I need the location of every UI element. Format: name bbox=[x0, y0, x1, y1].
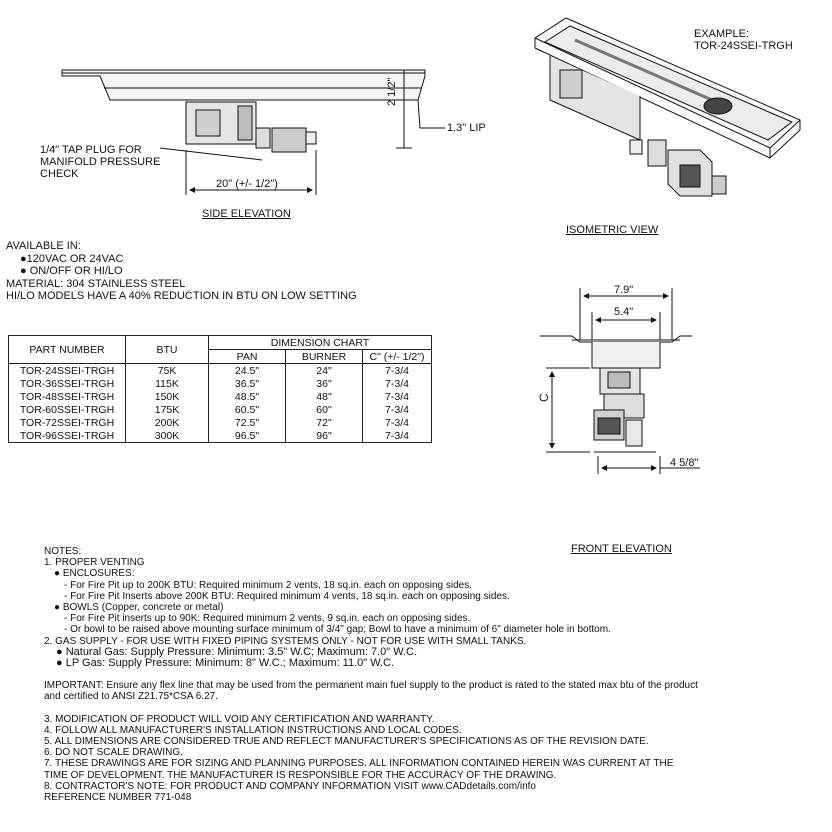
front-c-dimension: C bbox=[537, 393, 551, 402]
notes-line: ● LP Gas: Supply Pressure: Minimum: 8" W.C.; Maximum: 11.0" W.C. bbox=[56, 657, 395, 670]
notes-line: ● ENCLOSURES: bbox=[54, 568, 135, 580]
notes-spacer bbox=[44, 703, 698, 714]
cell-btu: 150K bbox=[126, 390, 209, 403]
side-elevation-title: SIDE ELEVATION bbox=[202, 208, 291, 220]
table-row bbox=[9, 429, 432, 443]
notes-line: NOTES: bbox=[44, 546, 82, 557]
table-row bbox=[9, 390, 432, 403]
notes-line: and certified to ANSI Z21.75*CSA 6.27. bbox=[44, 691, 218, 703]
table-row bbox=[9, 416, 432, 429]
notes-spacer bbox=[44, 669, 698, 680]
cell-c: 7-3/4 bbox=[363, 364, 432, 378]
col-btu: BTU bbox=[126, 336, 209, 364]
cell-c: 7-3/4 bbox=[363, 416, 432, 429]
cell-btu: 200K bbox=[126, 416, 209, 429]
tap-plug-note-line: MANIFOLD PRESSURE bbox=[40, 156, 161, 168]
notes-line: 3. MODIFICATION OF PRODUCT WILL VOID ANY CERTIFICATION AND WARRANTY. bbox=[44, 713, 435, 725]
cell-burner: 96" bbox=[286, 429, 363, 443]
table-row bbox=[9, 377, 432, 390]
notes-line: - For Fire Pit Inserts above 200K BTU: Required minimum 4 vents, 18 sq.in. each on opposing sides. bbox=[64, 590, 510, 602]
cell-c: 7-3/4 bbox=[363, 377, 432, 390]
cell-pan: 48.5" bbox=[209, 390, 286, 403]
col-pan: PAN bbox=[209, 350, 286, 364]
cell-btu: 115K bbox=[126, 377, 209, 390]
example-label: EXAMPLE: bbox=[694, 28, 750, 40]
front-elevation-title: FRONT ELEVATION bbox=[571, 543, 672, 555]
notes-line: 7. THESE DRAWINGS ARE FOR SIZING AND PLANNING PURPOSES. ALL INFORMATION CONTAINED HEREIN WAS CURRENT AT THE bbox=[44, 758, 674, 770]
side-height-dimension: 2 1/2" bbox=[386, 77, 398, 106]
front-outer-width-dimension: 7.9" bbox=[614, 284, 634, 296]
cell-pan: 36.5" bbox=[209, 377, 286, 390]
cell-part: TOR-48SSEI-TRGH bbox=[9, 390, 126, 403]
availability-control: ● ON/OFF OR HI/LO bbox=[20, 265, 123, 278]
notes-line: TIME OF DEVELOPMENT. THE MANUFACTURER IS RESPONSIBLE FOR THE ACCURACY OF THE DRAWING. bbox=[44, 769, 557, 781]
notes-line: 6. DO NOT SCALE DRAWING. bbox=[44, 747, 183, 759]
availability-block bbox=[6, 240, 357, 303]
notes-line: 4. FOLLOW ALL MANUFACTURER'S INSTALLATION INSTRUCTIONS AND LOCAL CODES. bbox=[44, 724, 462, 736]
cell-pan: 72.5" bbox=[209, 416, 286, 429]
dimension-chart-table bbox=[8, 335, 432, 443]
notes-line: REFERENCE NUMBER 771-048 bbox=[44, 792, 192, 804]
notes-line: - For Fire Pit inserts up to 90K: Required minimum 2 vents, 9 sq.in. each on opposing sides. bbox=[64, 613, 471, 625]
cell-pan: 24.5" bbox=[209, 364, 286, 378]
cell-c: 7-3/4 bbox=[363, 429, 432, 443]
cell-c: 7-3/4 bbox=[363, 403, 432, 416]
tap-plug-note-line: 1/4" TAP PLUG FOR bbox=[40, 144, 142, 156]
cell-btu: 300K bbox=[126, 429, 209, 443]
cell-part: TOR-60SSEI-TRGH bbox=[9, 403, 126, 416]
cell-burner: 60" bbox=[286, 403, 363, 416]
cell-btu: 175K bbox=[126, 403, 209, 416]
table-row bbox=[9, 364, 432, 378]
cell-burner: 36" bbox=[286, 377, 363, 390]
col-burner: BURNER bbox=[286, 350, 363, 364]
notes-line: 2. GAS SUPPLY - FOR USE WITH FIXED PIPING SYSTEMS ONLY - NOT FOR USE WITH SMALL TANKS. bbox=[44, 635, 527, 647]
side-width-dimension: 20" (+/- 1/2") bbox=[216, 178, 278, 190]
lip-dimension: 1.3" LIP bbox=[447, 122, 486, 134]
col-c: C" (+/- 1/2") bbox=[363, 350, 432, 364]
notes-block bbox=[44, 546, 698, 803]
front-inner-width-dimension: 5.4" bbox=[614, 306, 634, 318]
cell-part: TOR-96SSEI-TRGH bbox=[9, 429, 126, 443]
notes-line: IMPORTANT: Ensure any flex line that may be used from the permanent main fuel supply to the product is rated to the stated max btu of the product bbox=[44, 680, 698, 692]
cell-btu: 75K bbox=[126, 364, 209, 378]
notes-line: 1. PROPER VENTING bbox=[44, 557, 145, 569]
notes-line: 5. ALL DIMENSIONS ARE CONSIDERED TRUE AND REFLECT MANUFACTURER'S SPECIFICATIONS AS OF THE REVISION DATE. bbox=[44, 736, 649, 748]
notes-line: - For Fire Pit up to 200K BTU: Required minimum 2 vents, 18 sq.in. each on opposing sides. bbox=[64, 579, 472, 591]
example-model: TOR-24SSEI-TRGH bbox=[694, 40, 793, 52]
availability-heading: AVAILABLE IN: bbox=[6, 240, 81, 252]
cell-burner: 48" bbox=[286, 390, 363, 403]
notes-line: - Or bowl to be raised above mounting surface minimum of 3/4" gap; Bowl to have a minimum of 6" diameter hole in bottom. bbox=[64, 624, 611, 636]
isometric-view-title: ISOMETRIC VIEW bbox=[566, 224, 659, 236]
cell-part: TOR-24SSEI-TRGH bbox=[9, 364, 126, 378]
hilo-note: HI/LO MODELS HAVE A 40% REDUCTION IN BTU ON LOW SETTING bbox=[6, 290, 357, 303]
cell-pan: 60.5" bbox=[209, 403, 286, 416]
table-row bbox=[9, 403, 432, 416]
cell-pan: 96.5" bbox=[209, 429, 286, 443]
cell-burner: 24" bbox=[286, 364, 363, 378]
cell-c: 7-3/4 bbox=[363, 390, 432, 403]
notes-line: ● Natural Gas: Supply Pressure: Minimum: 3.5" W.C; Maximum: 7.0" W.C. bbox=[56, 645, 418, 658]
notes-line: ● BOWLS (Copper, concrete or metal) bbox=[54, 602, 224, 614]
dimension-chart-title: DIMENSION CHART bbox=[209, 336, 432, 350]
cell-burner: 72" bbox=[286, 416, 363, 429]
cell-part: TOR-36SSEI-TRGH bbox=[9, 377, 126, 390]
notes-line: 8. CONTRACTOR'S NOTE: FOR PRODUCT AND COMPANY INFORMATION VISIT www.CADdetails.com/info bbox=[44, 780, 536, 792]
availability-voltage: ●120VAC OR 24VAC bbox=[20, 252, 124, 265]
front-depth-dimension: 4 5/8" bbox=[670, 457, 699, 469]
tap-plug-note bbox=[40, 144, 160, 180]
material-line: MATERIAL: 304 STAINLESS STEEL bbox=[6, 277, 186, 290]
col-part-number: PART NUMBER bbox=[9, 336, 126, 364]
tap-plug-note-line: CHECK bbox=[40, 168, 79, 180]
cell-part: TOR-72SSEI-TRGH bbox=[9, 416, 126, 429]
